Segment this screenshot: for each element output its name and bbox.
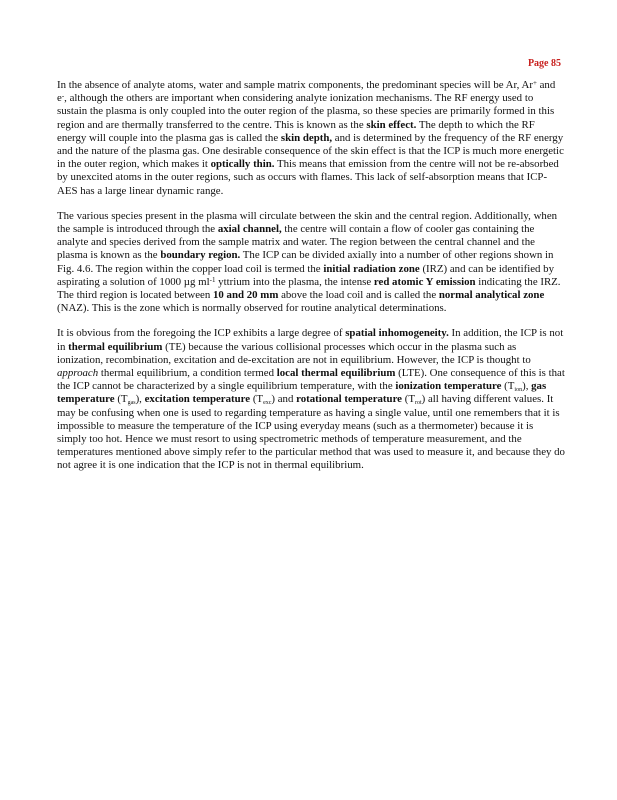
bold-term: excitation temperature xyxy=(144,393,251,406)
text-run: (T xyxy=(501,380,515,393)
paragraph-plasma-regions xyxy=(57,210,565,316)
bold-term: 10 and 20 mm xyxy=(212,289,279,302)
text-run: The ICP can be divided axially into a number of other regions shown in Fig. 4.6. The region within the copper load coil is termed the xyxy=(57,249,554,275)
text-run: (T xyxy=(402,393,415,406)
bold-term: skin effect. xyxy=(366,118,417,131)
text-run: In the absence of analyte atoms, water and sample matrix components, the predominant species will be Ar, Ar xyxy=(57,79,533,91)
subscript: exc xyxy=(263,400,272,407)
bold-term: ionization temperature xyxy=(395,380,502,393)
subscript: rot xyxy=(414,400,422,407)
text-run: and e xyxy=(57,79,556,105)
text-run: and is determined by the frequency of the RF energy and the nature of the plasma gas. One desirable consequence of the skin effect is that the ICP is much more energetic in the outer region, which makes it xyxy=(57,131,564,171)
text-run: the centre will contain a flow of cooler gas containing the analyte and species derived from the sample matrix and water. The region between the central channel and the plasma is known as the xyxy=(57,223,535,262)
page-number: Page 85 xyxy=(527,58,561,69)
text-run: (IRZ) and can be identified by aspirating a solution of 1000 µg ml xyxy=(57,262,555,288)
superscript: - xyxy=(61,92,65,101)
text-run: (TE) because the various collisional processes which occur in the plasma such as ionization, recombination, excitation and de-excitation are not in equilibrium. However, the ICP is thought to xyxy=(57,340,531,366)
bold-term: normal analytical zone xyxy=(438,289,545,302)
bold-term: spatial inhomogeneity. xyxy=(345,327,449,340)
text-run: above the load coil and is called the xyxy=(278,289,439,302)
text-run: indicating the IRZ. The third region is located between xyxy=(57,275,561,302)
text-run: thermal equilibrium, a condition termed xyxy=(98,367,277,380)
text-run: (T xyxy=(250,393,264,406)
text-run: ), xyxy=(522,380,532,393)
text-run: (T xyxy=(114,393,128,406)
bold-term: gas temperature xyxy=(57,380,547,406)
text-run: (LTE). One consequence of this is that the ICP cannot be characterized by a single equilibrium temperature, with the xyxy=(57,367,565,393)
superscript: -1 xyxy=(209,275,216,284)
subscript: ion xyxy=(514,387,523,394)
text-run: ), xyxy=(135,393,145,406)
bold-term: initial radiation zone xyxy=(323,262,420,275)
superscript: + xyxy=(532,79,537,87)
bold-term: red atomic Y emission xyxy=(373,275,476,288)
text-run: In addition, the ICP is not in xyxy=(57,327,564,353)
bold-term: optically thin. xyxy=(210,158,275,171)
subscript: gas xyxy=(127,400,136,407)
text-run: The various species present in the plasma will circulate between the skin and the central region. Additionally, when the sample is introduced through the xyxy=(57,209,558,236)
text-run: ) all having different values. It may be confusing when one is used to regarding temperature as having a single value, until one remembers that it is impossible to measure the temperature of the ICP using everyday means (such as a thermometer) because it is simply too hot. Hence we must resort to using spectrometric methods of temperature measurement, and the temperatures mentioned above simply refer to the particular method that was used to measure it, and because they do not agree it is one indication that the ICP is not in thermal equilibrium. xyxy=(57,393,565,472)
text-run: It is obvious from the foregoing the ICP exhibits a large degree of xyxy=(57,327,346,340)
bold-term: rotational temperature xyxy=(296,393,402,406)
text-run: yttrium into the plasma, the intense xyxy=(215,275,374,288)
text-run: , although the others are important when considering analyte ionization mechanisms. The RF energy used to sustain the plasma is only coupled into the outer region of the plasma, so these species are primarily formed in this region and are thermally transferred to the centre. This is known as the xyxy=(57,92,555,131)
italic-term: approach xyxy=(57,367,99,380)
bold-term: skin depth, xyxy=(280,131,333,144)
paragraph-thermal-equilibrium xyxy=(57,327,565,472)
text-run: This means that emission from the centre will not be re-absorbed by unexcited atoms in the outer regions, such as occurs with flames. This lack of self-absorption means that ICP-AES has a large linear dynamic range. xyxy=(57,158,559,197)
bold-term: local thermal equilibrium xyxy=(276,367,396,380)
bold-term: boundary region. xyxy=(160,249,241,262)
text-run: ) and xyxy=(271,393,297,406)
text-run: The depth to which the RF energy will couple into the plasma gas is called the xyxy=(57,118,535,144)
paragraph-skin-effect xyxy=(57,79,565,198)
text-run: (NAZ). This is the zone which is normally observed for routine analytical determinations. xyxy=(57,302,447,315)
bold-term: axial channel, xyxy=(217,223,282,236)
body-text xyxy=(57,79,565,473)
bold-term: thermal equilibrium xyxy=(68,340,163,353)
